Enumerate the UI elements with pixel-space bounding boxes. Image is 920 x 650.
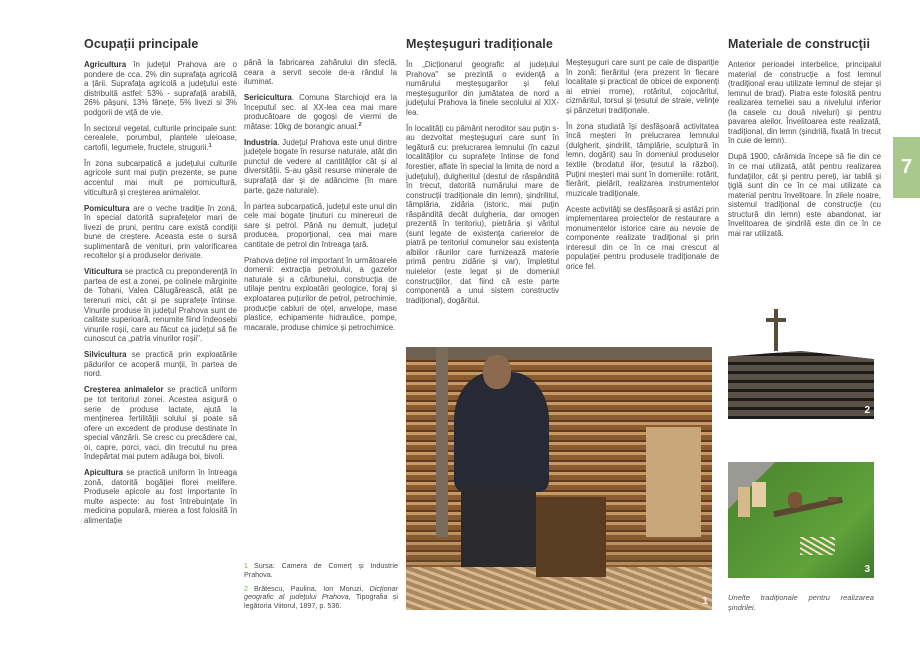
paragraph-text: Anterior perioadei interbelice, principalul material de construcție a fost lemnul (tradițional erau utilizate lemnul de stejar și lemnul de brad). Piatra este folosită pentru realizarea temeliei sau a nivelului inferior (la casele cu două niveluri) și pentru pavarea aleilor. Învelitoarea este realizată, tradițional, din lemn (șindrilă, fixată în trecut în cuie de lemn). <box>728 60 881 146</box>
photo-number: 1 <box>702 596 708 607</box>
paragraph-text: se practică uniform pe tot teritoriul zonei. Acestea asigură o serie de produse lactate, ajută la menținerea fertilității solului și poate să ofere un excedent de produse destinate în special vânzării. Se cresc cu precădere cai, oi, capre, porci, vaci, din trecutul nu prea îndepărtat mai putem adăuga boi, bivoli. <box>84 385 237 462</box>
paragraph-text: În partea subcarpatică, județul este unul din cele mai bogate ținuturi cu minereuri de sare și petrol. Până nu demult, județul producea, proporțional, cea mai mare cantitate de petrol din întreaga țară. <box>244 201 397 249</box>
column-materiale <box>728 37 881 245</box>
photo-craftsman-shingles <box>406 347 712 610</box>
chapter-tab: 7 <box>893 137 920 198</box>
paragraph-text: Aceste activități se desfășoară și astăzi prin implementarea proiectelor de restaurare a monumentelor istorice care au nevoie de componente realizate tradițional și prin interesul din ce în ce mai crescut al populației pentru produsele tradiționale de orice fel. <box>566 204 719 271</box>
paragraph <box>84 124 237 153</box>
column-ocupatii <box>84 37 237 532</box>
paragraph <box>244 58 397 87</box>
paragraph <box>728 60 881 146</box>
paragraph <box>406 124 559 305</box>
photo-shingle-tools <box>728 462 874 578</box>
paragraph-text: În zona subcarpatică a județului culturile agricole sunt mai puțin prezente, se pune accentul mai mult pe pomicultură, viticultură și creșterea animalelor. <box>84 158 237 197</box>
footnotes <box>244 562 398 616</box>
paragraph-lead: Sericicultura <box>244 93 292 103</box>
footnote-number: 2 <box>244 583 248 593</box>
paragraph <box>728 152 881 238</box>
paragraph-lead: Silvicultura <box>84 350 127 360</box>
paragraph <box>84 204 237 261</box>
footnote-text: Sursa: Camera de Comerț și Industrie Prahova. <box>244 561 398 579</box>
column-mestesuguri-continued <box>566 58 719 278</box>
paragraph-text: În localități cu pământ neroditor sau puțin s-au dezvoltat meșteșuguri care sunt în legătură cu: prelucrarea lemnului (în cazul localităților cu suprafețe întinse de fond forestier, aflate în special la limita de nord a județului), dulgheritul (destul de răspândită în trecut, datorită numărului mare de construcții tradiționale din lemn), șindrilitul, tâmplăria, zidăria (istoric, mai puțin răspândită decât dulgheria, dar omogen prezentă în teritoriu), pietrăria și văritul (sunt legate de existența carierelor de piatră pe teritoriul comunelor sau existența albiilor râurilor care furnizează materie primă pentru zidărie și var), împletitul nuielelor (este legat și de domeniul construcțiilor, dat fiind că este parte componentă a unui sistem constructiv tradițional), dogăritul. <box>406 123 559 305</box>
paragraphs <box>84 60 237 526</box>
paragraph <box>244 202 397 250</box>
paragraph <box>84 60 237 117</box>
paragraph-text: are o veche tradiție în zonă, în special datorită suprafețelor mari de livezi de pruni, pentru care există condiții bune de creștere. Aceasta este o sursă suplimentară de venituri, prin valorificarea recoltelor și a produselor derivate. <box>84 203 237 261</box>
footnote-number: 1 <box>244 561 248 570</box>
paragraph-text: Prahova deține rol important în următoarele domenii: extracția petrolului, a gazelor naturale și a cărbunelui, construcția de utilaje pentru exploatări geologice, foraj și exploatarea puțurilor de petrol, petrochimie, producție cabluri de oțel, anvelope, mase plastice, echipamente hidraulice, pompe, macarale, produse chimice și petrochimice. <box>244 255 397 332</box>
footnote <box>244 585 398 611</box>
paragraphs <box>406 60 559 305</box>
section-title-mestesuguri: Meșteșuguri tradiționale <box>406 37 553 51</box>
paragraph-text: În zona studiată își desfășoară activitatea încă meșteri în prelucrarea lemnului (dulgherit, șindrilit, tâmplărie, sculptură în lemn, dogărit) sau în domeniul produselor textile (brodatul iilor, țesutul la război). Puțini meșteri mai sunt în domeniile: rotărit, fierărit, pielărit, realizarea instrumentelor muzicale tradiționale. <box>566 121 719 198</box>
paragraph-lead: Viticultura <box>84 267 123 277</box>
paragraph <box>84 468 237 525</box>
paragraph-text: se practică prin exploatările pădurilor ce acoperă munții, în partea de nord. <box>84 350 237 379</box>
paragraph <box>84 350 237 379</box>
paragraph-text: În „Dicționarul geografic al județului Prahova" se prezintă o evidență a numărului meșteșugarilor și felul meșteșugurilor din jumătatea de nord a județului Prahova la finele secolului al XIX-lea. <box>406 60 559 117</box>
column-mestesuguri <box>406 37 559 312</box>
footnote <box>244 562 398 580</box>
paragraph-text: Meșteșuguri care sunt pe cale de dispariție în zonă: fierăritul (era prezent în fiecare localitate și practicat de obicei de exponenți ai etniei rrome), rotăritul, cojocăritul, cizmăritul, torsul și țesutul de straie, velințe și pânzeturi tradiționale. <box>566 58 719 115</box>
paragraph-text: până la fabricarea zahărului din sfeclă, ceara a servit secole de-a rândul la iluminat. <box>244 58 397 87</box>
paragraphs <box>566 58 719 271</box>
paragraph <box>84 385 237 461</box>
footnote-rest: , Tipografia și legătoria Viitorul, 1897, p. 536. <box>244 592 399 611</box>
section-title-ocupatii: Ocupații principale <box>84 37 199 51</box>
paragraph <box>566 122 719 198</box>
paragraph-text: în județul Prahova are o pondere de cca. 2% din suprafața agricolă a țării. Suprafața agricolă a județului este distribuită astfel: 53% - suprafață arabilă, 26% pășuni, 13% fânețe, 5% livezi si 3% podgorii de viță de vie. <box>84 60 237 117</box>
paragraph <box>84 159 237 197</box>
photo-number: 2 <box>864 405 870 416</box>
photo-shingle-roof-cross <box>728 307 874 419</box>
paragraph <box>84 267 237 343</box>
paragraph <box>244 138 397 195</box>
paragraph-lead: Creșterea animalelor <box>84 385 164 395</box>
section-title-materiale: Materiale de construcții <box>728 37 871 51</box>
paragraph-text: . Județul Prahova este unul dintre județele bogate în resurse naturale, atât din punctul de vedere al cantităților cât și al diversității. S-au găsit resurse minerale de suprafață dar și de adâncime (în mare parte, gaze naturale). <box>244 137 397 195</box>
paragraph-lead: Apicultura <box>84 468 124 478</box>
paragraph <box>406 60 559 117</box>
paragraph-text: În sectorul vegetal, culturile principale sunt: cerealele, porumbul, plantele uleioase, cartofii, legumele, fructele, strugurii. <box>84 123 237 152</box>
paragraph-text: se practică uniform în întreaga zonă, datorită bogăției florei melifere. Produsele apicole au fost importante în multe aspecte: au fost întrebuințate în medicina populară, mierea a fost folosită în alimentație <box>84 468 237 526</box>
paragraph-lead: Agricultura <box>84 60 127 69</box>
paragraph-text: După 1900, cărămida începe să fie din ce în ce mai utilizată, atât pentru realizarea fundațiilor, cât și pentru pereți, iar tablă și țiglă sunt din ce în ce mai utilizate ca material pentru învelitoare. În zilele noatre, sistemul tradițional de construcție (cu structură din lemn) este abandonat, iar învelitoarea de șindrilă este din ce în ce mai rar utilizată. <box>728 152 881 238</box>
paragraphs <box>244 58 397 332</box>
paragraphs <box>728 60 881 238</box>
footnote-text: Brătescu, Paulina, Ion Moruzi, <box>254 583 370 593</box>
paragraph <box>566 205 719 272</box>
photo-number: 3 <box>864 564 870 575</box>
paragraph <box>244 93 397 131</box>
column-ocupatii-continued <box>244 58 397 339</box>
paragraph-text: . Comuna Starchiojd era la începutul sec. al XX-lea cea mai mare producătoare de gogoși de viermi de mătase: 10kg de borangic anual. <box>244 93 397 131</box>
paragraph-lead: Pomicultura <box>84 203 130 213</box>
paragraph-lead: Industria <box>244 137 278 147</box>
paragraph <box>566 58 719 115</box>
paragraph-text: se practică cu preponderență în partea de est a zonei, pe colinele mărginite de Tohani, Valea Călugărească, atât pe terenuri mici, cât și pe suprafețe întinse. Vinurile produse în județul Prahova sunt de calitate superioară, renumite fiind îndeosebi vinurile roșii, care au făcut ca județul să fie cunoscut ca „patria vinurilor roșii". <box>84 267 237 344</box>
footnote-ref: 2 <box>358 121 362 128</box>
footnote-title: Dicționar geografic al județului Prahova <box>244 583 398 602</box>
footnote-ref: 1 <box>208 142 212 149</box>
paragraph <box>244 256 397 332</box>
photo-caption: Unelte tradiționale pentru realizarea șindrilei. <box>728 593 874 612</box>
